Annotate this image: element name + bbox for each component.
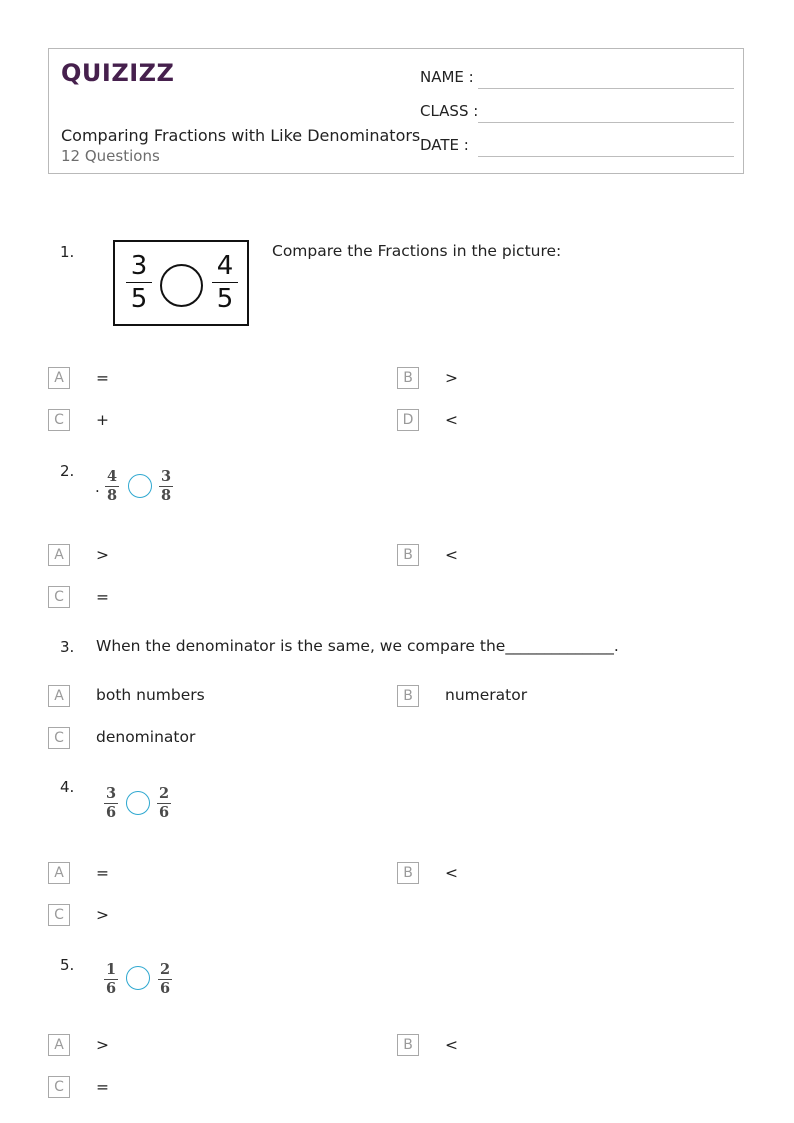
right-numerator: 2 (159, 961, 171, 978)
question-text: When the denominator is the same, we compare the______________. (96, 637, 619, 655)
compare-circle (126, 791, 150, 815)
right-fraction (158, 962, 172, 997)
quizizz-logo: QUIZIZZ (61, 59, 175, 87)
date-line[interactable] (478, 156, 734, 157)
question-number: 4. (60, 778, 75, 796)
option-text[interactable]: < (445, 411, 458, 429)
right-fraction (157, 786, 171, 821)
image-right-bar (212, 282, 238, 283)
option-letter-box[interactable]: D (397, 409, 419, 431)
date-field[interactable] (420, 136, 734, 158)
left-denominator: 8 (106, 487, 118, 504)
question-prefix: . (95, 478, 100, 496)
option-letter-box[interactable]: C (48, 409, 70, 431)
option-letter-box[interactable]: B (397, 1034, 419, 1056)
image-right-numerator: 4 (216, 251, 234, 281)
option-letter-box[interactable]: C (48, 1076, 70, 1098)
worksheet-header (48, 48, 744, 174)
option-letter-box[interactable]: C (48, 586, 70, 608)
left-fraction (104, 786, 118, 821)
option-text[interactable]: > (96, 546, 109, 564)
question-text: Compare the Fractions in the picture: (272, 242, 562, 260)
worksheet-title: Comparing Fractions with Like Denominators (61, 126, 421, 145)
compare-circle (126, 966, 150, 990)
compare-circle (160, 264, 203, 307)
question-number: 1. (60, 243, 75, 261)
option-letter-box[interactable]: A (48, 685, 70, 707)
compare-circle (128, 474, 152, 498)
left-fraction (105, 469, 119, 504)
name-label: NAME : (420, 68, 474, 86)
class-line[interactable] (478, 122, 734, 123)
date-label: DATE : (420, 136, 469, 154)
option-text[interactable]: < (445, 1036, 458, 1054)
option-text[interactable]: both numbers (96, 686, 205, 704)
option-letter-box[interactable]: C (48, 904, 70, 926)
fraction-comparison-image (113, 240, 249, 326)
image-left-denominator: 5 (130, 284, 148, 314)
name-line[interactable] (478, 88, 734, 89)
option-text[interactable]: < (445, 546, 458, 564)
left-numerator: 1 (105, 961, 117, 978)
right-numerator: 3 (160, 468, 172, 485)
right-denominator: 8 (160, 487, 172, 504)
class-label: CLASS : (420, 102, 479, 120)
image-right-denominator: 5 (216, 284, 234, 314)
name-field[interactable] (420, 68, 734, 90)
left-denominator: 6 (105, 804, 117, 821)
question-number: 3. (60, 638, 75, 656)
option-text[interactable]: = (96, 588, 109, 606)
option-letter-box[interactable]: B (397, 367, 419, 389)
left-denominator: 6 (105, 980, 117, 997)
right-fraction (159, 469, 173, 504)
option-letter-box[interactable]: A (48, 544, 70, 566)
option-text[interactable]: = (96, 1078, 109, 1096)
option-letter-box[interactable]: B (397, 544, 419, 566)
left-numerator: 3 (105, 785, 117, 802)
option-letter-box[interactable]: B (397, 862, 419, 884)
option-text[interactable]: numerator (445, 686, 528, 704)
image-left-bar (126, 282, 152, 283)
option-letter-box[interactable]: A (48, 1034, 70, 1056)
option-letter-box[interactable]: A (48, 367, 70, 389)
right-denominator: 6 (159, 980, 171, 997)
option-text[interactable]: = (96, 369, 109, 387)
question-count: 12 Questions (61, 147, 160, 165)
option-letter-box[interactable]: B (397, 685, 419, 707)
option-text[interactable]: > (96, 1036, 109, 1054)
left-numerator: 4 (106, 468, 118, 485)
option-text[interactable]: + (96, 411, 109, 429)
right-numerator: 2 (158, 785, 170, 802)
option-text[interactable]: = (96, 864, 109, 882)
right-denominator: 6 (158, 804, 170, 821)
option-text[interactable]: > (445, 369, 458, 387)
option-text[interactable]: > (96, 906, 109, 924)
option-letter-box[interactable]: A (48, 862, 70, 884)
question-number: 2. (60, 462, 75, 480)
option-text[interactable]: < (445, 864, 458, 882)
image-left-numerator: 3 (130, 251, 148, 281)
class-field[interactable] (420, 102, 734, 124)
option-text[interactable]: denominator (96, 728, 196, 746)
option-letter-box[interactable]: C (48, 727, 70, 749)
question-number: 5. (60, 956, 75, 974)
left-fraction (104, 962, 118, 997)
